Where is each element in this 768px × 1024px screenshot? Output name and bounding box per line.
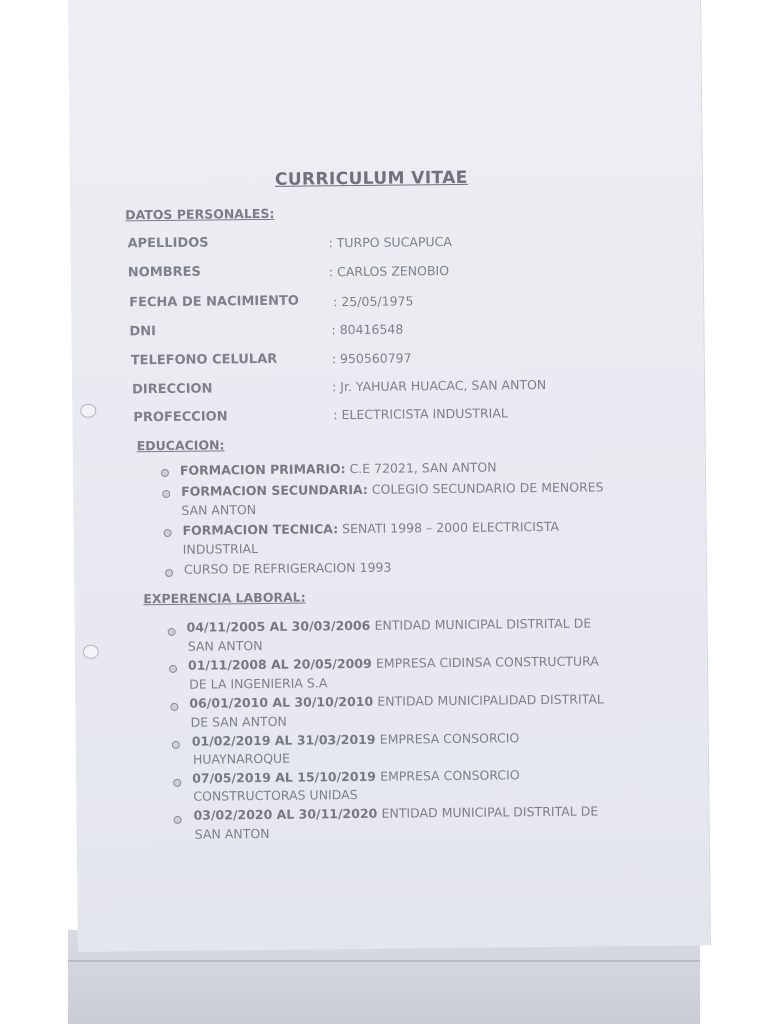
education-item-continuation: SAN ANTON (181, 502, 257, 518)
punch-hole-icon (80, 404, 96, 418)
field-value-fecha-nacimiento: : 25/05/1975 (333, 293, 414, 310)
experience-item-continuation: DE SAN ANTON (190, 713, 287, 730)
experience-item-continuation: SAN ANTON (194, 825, 270, 842)
bullet-icon (165, 569, 173, 577)
field-label-fecha-nacimiento: FECHA DE NACIMIENTO (129, 293, 299, 311)
education-item-continuation: INDUSTRIAL (182, 541, 259, 557)
field-label-direccion: DIRECCION (132, 381, 213, 398)
education-item: FORMACION SECUNDARIA: COLEGIO SECUNDARIO DE MENORES (181, 479, 604, 499)
field-value-direccion: : Jr. YAHUAR HUACAC, SAN ANTON (331, 377, 547, 395)
bullet-icon (162, 490, 170, 498)
experience-item-continuation: SAN ANTON (187, 637, 263, 654)
bullet-icon (174, 816, 182, 824)
page-edge (68, 960, 700, 962)
field-label-telefono: TELEFONO CELULAR (130, 351, 278, 369)
document-page (68, 0, 710, 952)
bullet-icon (161, 469, 169, 477)
field-label-dni: DNI (129, 324, 157, 340)
bullet-icon (168, 628, 176, 636)
field-value-dni: : 80416548 (331, 321, 404, 338)
experience-heading: EXPERENCIA LABORAL: (143, 589, 306, 607)
experience-item: 03/02/2020 AL 30/11/2020 ENTIDAD MUNICIPAL DISTRITAL DE (193, 803, 599, 823)
punch-hole-icon (83, 645, 99, 659)
experience-item: 01/11/2008 AL 20/05/2009 EMPRESA CIDINSA CONSTRUCTURA (187, 653, 599, 673)
field-value-profeccion: : ELECTRICISTA INDUSTRIAL (333, 405, 508, 423)
bullet-icon (173, 779, 181, 787)
personal-data-heading: DATOS PERSONALES: (125, 205, 275, 223)
experience-item: 01/02/2019 AL 31/03/2019 EMPRESA CONSORCIO (191, 730, 520, 749)
education-item: FORMACION PRIMARIO: C.E 72021, SAN ANTON (179, 459, 497, 478)
education-heading: EDUCACION: (136, 437, 225, 454)
bullet-icon (172, 741, 180, 749)
experience-item: 07/05/2019 AL 15/10/2019 EMPRESA CONSORCIO (192, 767, 520, 786)
page-title: CURRICULUM VITAE (274, 167, 468, 190)
experience-item: 04/11/2005 AL 30/03/2006 ENTIDAD MUNICIPAL DISTRITAL DE (186, 615, 592, 635)
experience-item-continuation: HUAYNAROQUE (192, 750, 291, 767)
experience-item: 06/01/2010 AL 30/10/2010 ENTIDAD MUNICIPALIDAD DISTRITAL (189, 691, 604, 711)
bullet-icon (164, 529, 172, 537)
education-item: FORMACION TECNICA: SENATI 1998 – 2000 ELECTRICISTA (182, 518, 560, 538)
experience-item-continuation: DE LA INGENIERIA S.A (189, 675, 328, 692)
field-value-telefono: : 950560797 (331, 350, 412, 367)
field-value-nombres: : CARLOS ZENOBIO (328, 263, 450, 280)
field-label-nombres: NOMBRES (127, 264, 201, 281)
experience-item-continuation: CONSTRUCTORAS UNIDAS (193, 787, 358, 804)
education-item: CURSO DE REFRIGERACION 1993 (183, 559, 392, 577)
field-label-profeccion: PROFECCION (133, 409, 228, 426)
field-label-apellidos: APELLIDOS (127, 235, 209, 252)
field-value-apellidos: : TURPO SUCAPUCA (328, 233, 452, 251)
bullet-icon (169, 665, 177, 673)
bullet-icon (170, 703, 178, 711)
